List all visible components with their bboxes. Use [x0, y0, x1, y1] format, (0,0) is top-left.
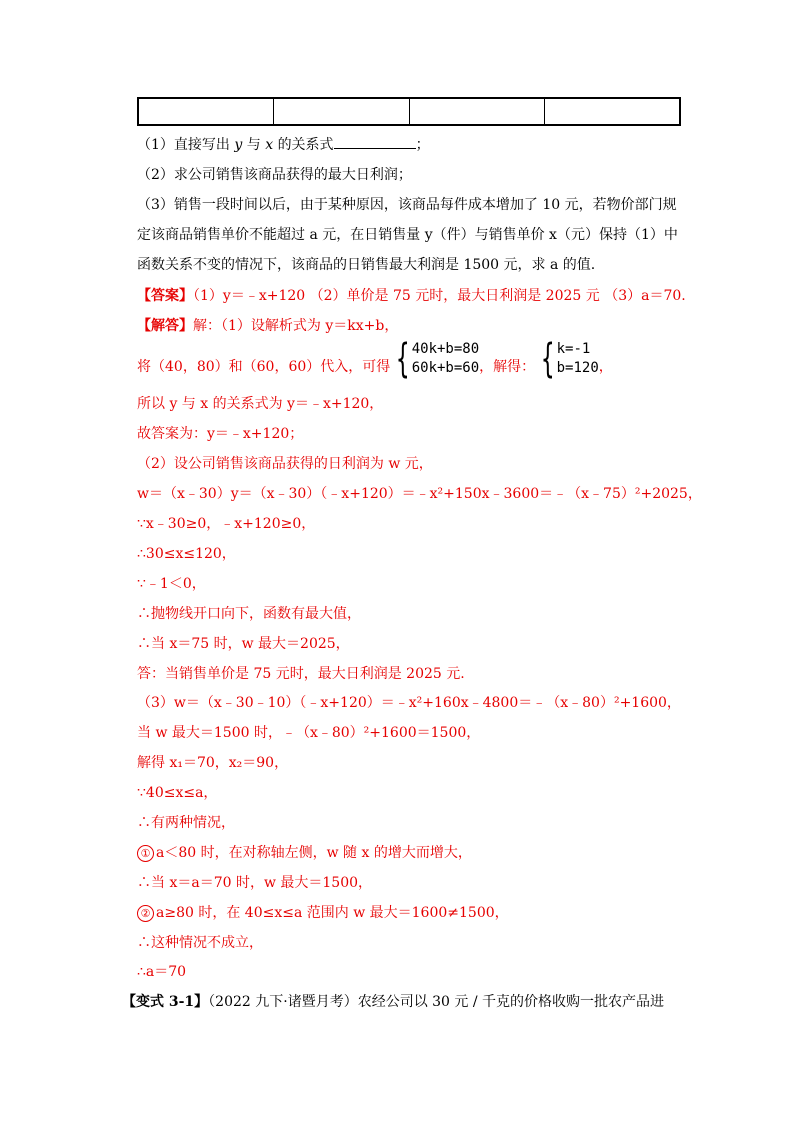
solution-line-14: 当 w 最大＝1500 时，﹣（x﹣80）²+1600＝1500，	[137, 725, 481, 741]
solution-line-10: ∴抛物线开口向下，函数有最大值，	[137, 606, 361, 622]
question-3-line-3: 函数关系不变的情况下，该商品的日销售最大利润是 1500 元，求 a 的值.	[137, 257, 596, 273]
variant-tag: 【变式 3-1】	[122, 994, 209, 1010]
question-3-line-2: 定该商品销售单价不能超过 a 元，在日销售量 y（件）与销售单价 x（元）保持（1）中	[137, 227, 678, 243]
solution-line-18: ① a＜80 时，在对称轴左侧，w 随 x 的增大而增大，	[137, 842, 472, 862]
data-table-fragment	[137, 97, 681, 126]
equation-system-2: { k=-1 b=120	[540, 336, 599, 382]
solution-line-15: 解得 x₁＝70，x₂＝90，	[137, 755, 289, 771]
table-cell	[274, 99, 409, 124]
question-2: （2）求公司销售该商品获得的最大日利润；	[137, 167, 412, 183]
solution-tag: 【解答】	[137, 318, 193, 334]
brace-icon: {	[540, 336, 555, 382]
solution-line-21: ∴这种情况不成立，	[137, 935, 263, 951]
answer-blank	[334, 134, 416, 149]
solution-line-1: 【解答】解：（1）设解析式为 y＝kx+b，	[137, 318, 399, 334]
solution-line-16: ∵40≤x≤a，	[137, 785, 218, 801]
table-cell	[410, 99, 545, 124]
solution-line-11: ∴当 x＝75 时，w 最大＝2025，	[137, 636, 350, 652]
table-cell	[545, 99, 679, 124]
solution-line-7: ∵x﹣30≥0，﹣x+120≥0，	[137, 516, 316, 532]
question-1: （1）直接写出 y 与 x 的关系式 ；	[137, 134, 430, 154]
solution-line-13: （3）w＝（x﹣30﹣10）（﹣x+120）＝﹣x²+160x﹣4800＝﹣（x﹣80）²+1600，	[137, 695, 681, 711]
answer-tag: 【答案】	[137, 288, 193, 304]
circled-two-icon: ②	[137, 905, 154, 922]
solution-line-3: 所以 y 与 x 的关系式为 y＝﹣x+120，	[137, 396, 384, 412]
question-3-line-1: （3）销售一段时间以后，由于某种原因，该商品每件成本增加了 10 元，若物价部门规	[137, 197, 677, 213]
equation-system-1: { 40k+b=80 60k+b=60	[395, 336, 480, 382]
brace-icon: {	[395, 336, 410, 382]
variant-line: 【变式 3-1】（2022 九下·诸暨月考）农经公司以 30 元 / 千克的价格收购一批农产品进	[122, 994, 665, 1010]
solution-line-20: ② a≥80 时，在 40≤x≤a 范围内 w 最大＝1600≠1500，	[137, 902, 509, 922]
solution-line-22: ∴a＝70	[137, 964, 187, 980]
solution-line-5: （2）设公司销售该商品获得的日利润为 w 元，	[137, 456, 433, 472]
answer-line	[137, 285, 686, 305]
answer-text: （1）y＝﹣x+120 （2）单价是 75 元时，最大日利润是 2025 元 （3）a＝70.	[193, 288, 686, 304]
solution-line-17: ∴有两种情况，	[137, 815, 235, 831]
solution-line-19: ∴当 x＝a＝70 时，w 最大＝1500，	[137, 875, 373, 891]
circled-one-icon: ①	[137, 845, 154, 862]
solution-line-9: ∵﹣1＜0，	[137, 576, 206, 592]
solution-line-12: 答：当销售单价是 75 元时，最大日利润是 2025 元.	[137, 666, 465, 682]
solution-line-4: 故答案为：y＝﹣x+120；	[137, 426, 304, 442]
solution-line-8: ∴30≤x≤120，	[137, 546, 236, 562]
table-cell	[139, 99, 274, 124]
solution-line-2: 将（40，80）和（60，60）代入，可得 { 40k+b=80 60k+b=60 ，解得： { k=-1 b=120 ，	[137, 336, 613, 382]
solution-line-6: w＝（x﹣30）y＝（x﹣30）（﹣x+120）＝﹣x²+150x﹣3600＝﹣（x﹣75）²+2025，	[137, 486, 702, 502]
